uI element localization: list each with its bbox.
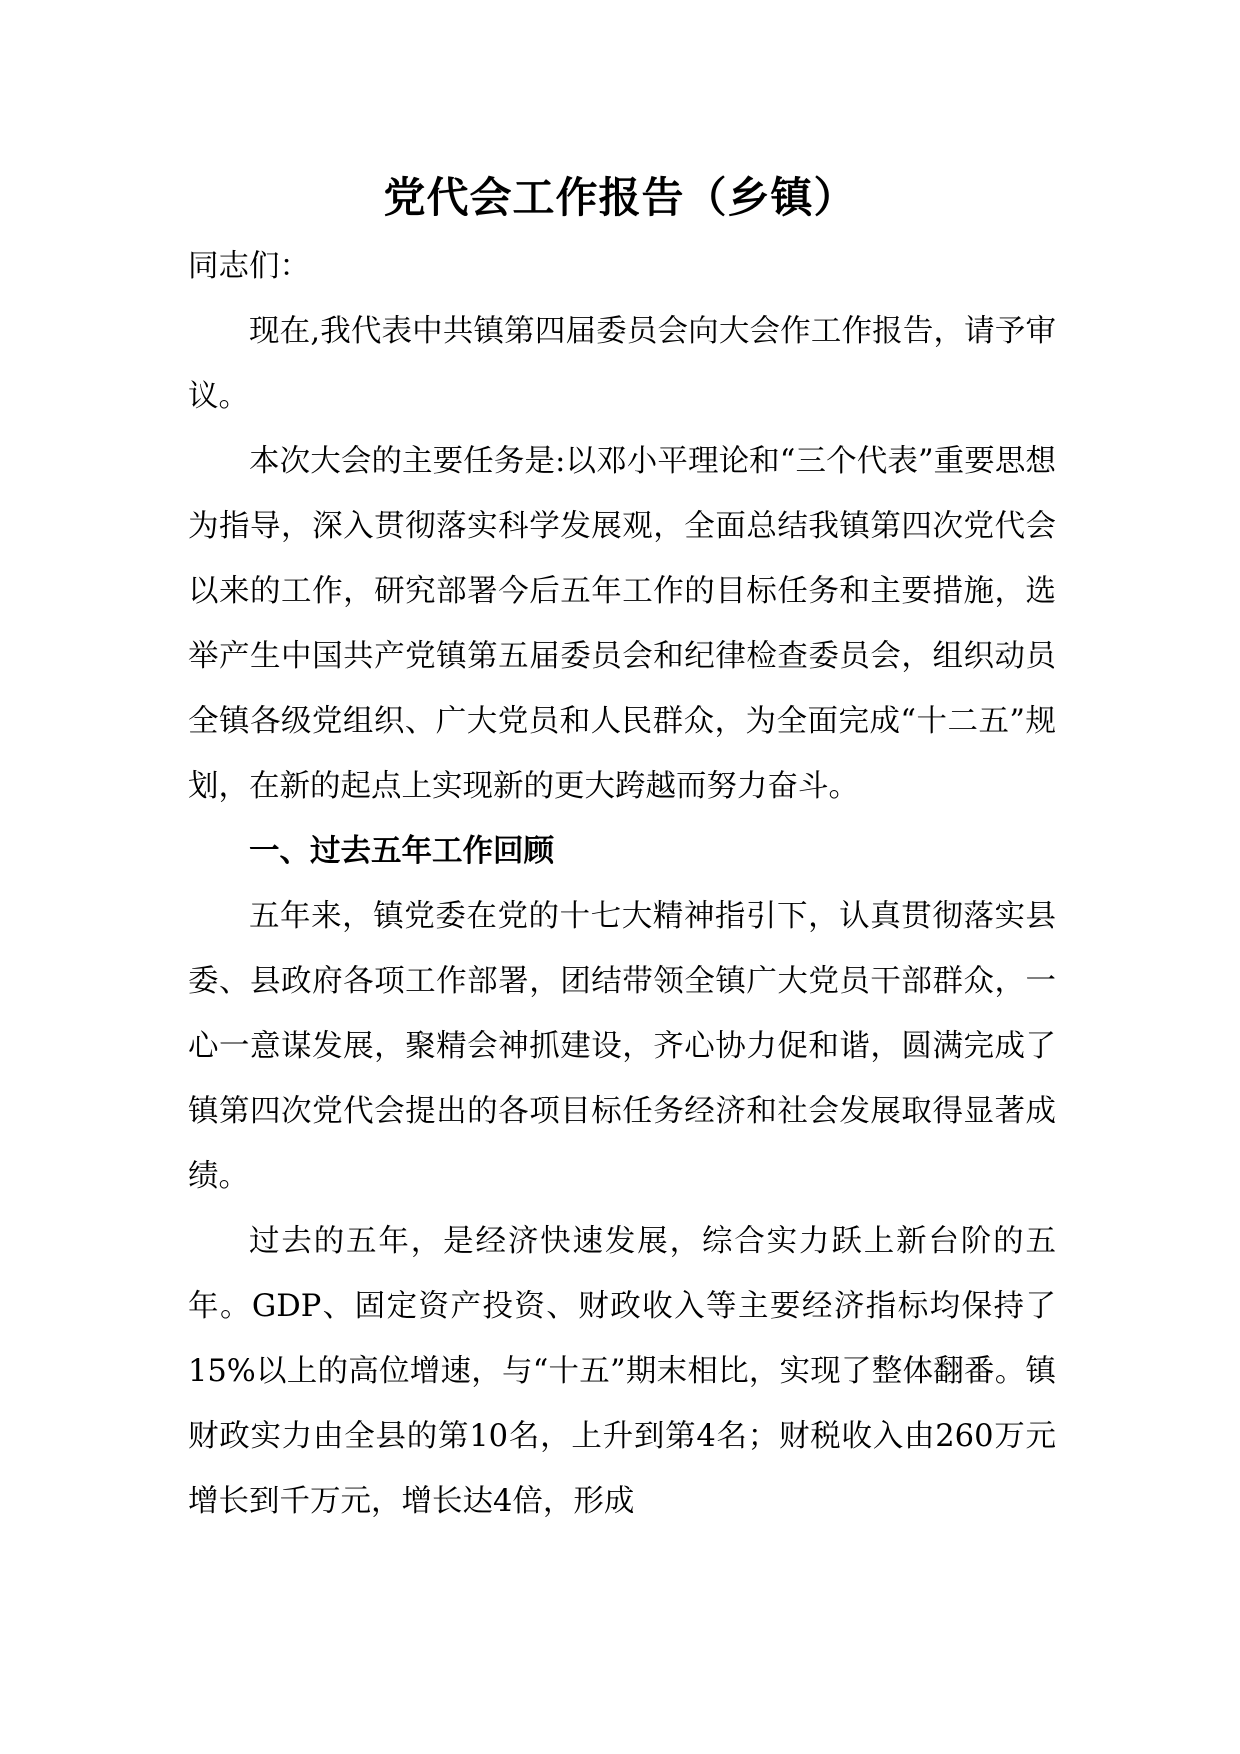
salutation: 同志们： — [188, 249, 310, 284]
section-heading: 一、过去五年工作回顾 — [249, 834, 554, 869]
document-title: 党代会工作报告（乡镇） — [383, 173, 857, 222]
document-body — [188, 234, 1056, 1534]
paragraph-five-years: 五年来，镇党委在党的十七大精神指引下，认真贯彻落实县委、县政府各项工作部署，团结带领全镇广大党员干部群众，一心一意谋发展，聚精会神抓建设，齐心协力促和谐，圆满完成了镇第四次党代会提出的各项目标任务经济和社会发展取得显著成绩。 — [188, 899, 1056, 1194]
paragraph-economy: 过去的五年，是经济快速发展，综合实力跃上新台阶的五年。GDP、固定资产投资、财政收入等主要经济指标均保持了15%以上的高位增速，与“十五”期末相比，实现了整体翻番。镇财政实力由全县的第10名，上升到第4名；财税收入由260万元增长到千万元，增长达4倍，形成 — [188, 1224, 1056, 1519]
paragraph-opening: 现在,我代表中共镇第四届委员会向大会作工作报告，请予审议。 — [188, 314, 1056, 414]
paragraph-main-task: 本次大会的主要任务是:以邓小平理论和“三个代表”重要思想为指导，深入贯彻落实科学发展观，全面总结我镇第四次党代会以来的工作，研究部署今后五年工作的目标任务和主要措施，选举产生中国共产党镇第五届委员会和纪律检查委员会，组织动员全镇各级党组织、广大党员和人民群众，为全面完成“十二五”规划，在新的起点上实现新的更大跨越而努力奋斗。 — [188, 444, 1056, 804]
